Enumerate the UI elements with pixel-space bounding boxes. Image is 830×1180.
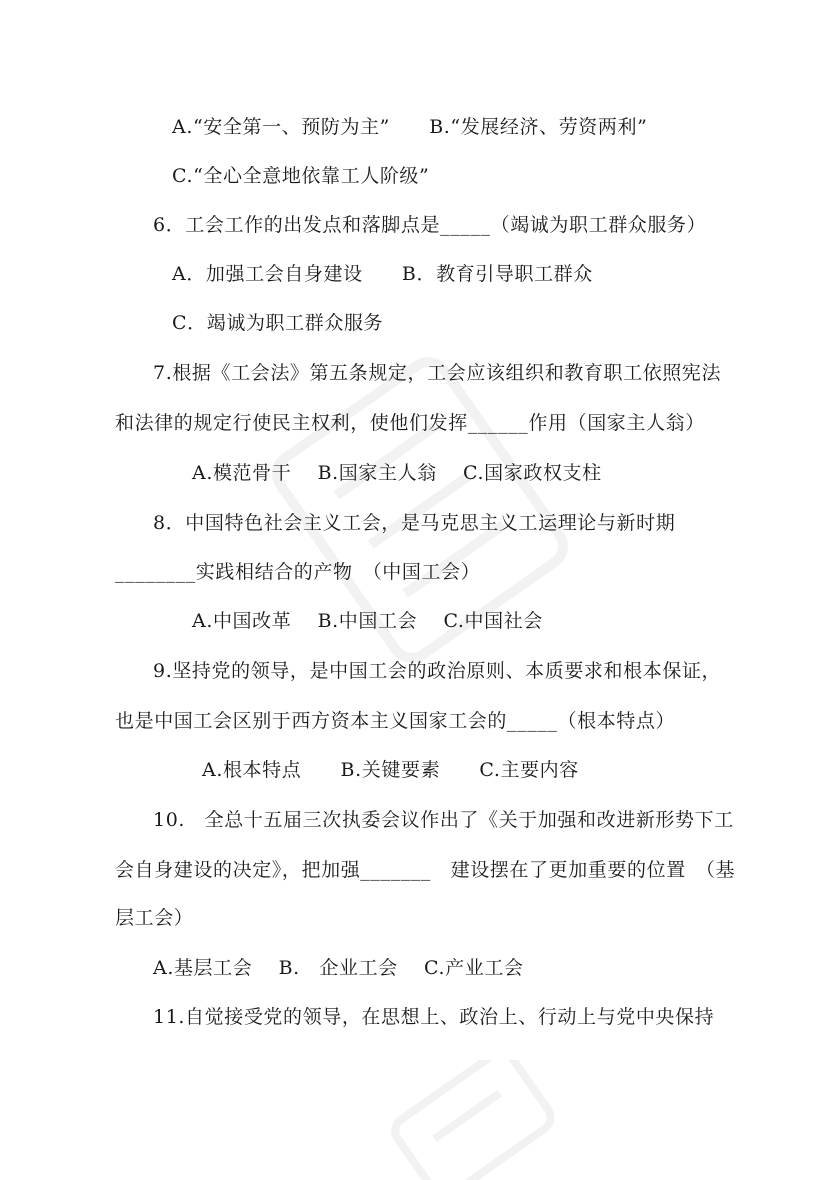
options-7: A.模范骨干 B.国家主人翁 C.国家政权支柱	[192, 462, 602, 484]
options-6-ab: A．加强工会自身建设 B．教育引导职工群众	[172, 263, 593, 285]
watermark-logo-bottom	[360, 1060, 580, 1180]
question-10-line-3: 层工会）	[115, 907, 194, 929]
options-6-c: C．竭诚为职工群众服务	[172, 312, 384, 334]
options-8: A.中国改革 B.中国工会 C.中国社会	[192, 610, 543, 632]
question-10-line-2: 会自身建设的决定》，把加强_______ 建设摆在了更加重要的位置 （基	[115, 859, 736, 881]
question-11-line-1: 11.自觉接受党的领导，在思想上、政治上、行动上与党中央保持	[153, 1006, 715, 1028]
question-6: 6．工会工作的出发点和落脚点是_____（竭诚为职工群众服务）	[153, 214, 707, 236]
question-7-line-2: 和法律的规定行使民主权利，使他们发挥______作用（国家主人翁）	[115, 412, 705, 434]
question-9-line-2: 也是中国工会区别于西方资本主义国家工会的_____（根本特点）	[115, 710, 676, 732]
question-8-line-1: 8．中国特色社会主义工会，是马克思主义工运理论与新时期	[153, 512, 676, 534]
question-7-line-1: 7.根据《工会法》第五条规定，工会应该组织和教育职工依照宪法	[153, 362, 722, 384]
question-8-line-2: ________实践相结合的产物 （中国工会）	[115, 561, 481, 583]
question-9-line-1: 9.坚持党的领导，是中国工会的政治原则、本质要求和根本保证，	[153, 660, 722, 682]
question-10-line-1: 10. 全总十五届三次执委会议作出了《关于加强和改进新形势下工	[153, 809, 734, 831]
option-line-5: A.“安全第一、预防为主” B.“发展经济、劳资两利”	[172, 116, 648, 138]
options-10: A.基层工会 B. 企业工会 C.产业工会	[153, 957, 524, 979]
option-line-5c: C.“全心全意地依靠工人阶级”	[172, 165, 430, 187]
options-9: A.根本特点 B.关键要素 C.主要内容	[202, 759, 579, 781]
